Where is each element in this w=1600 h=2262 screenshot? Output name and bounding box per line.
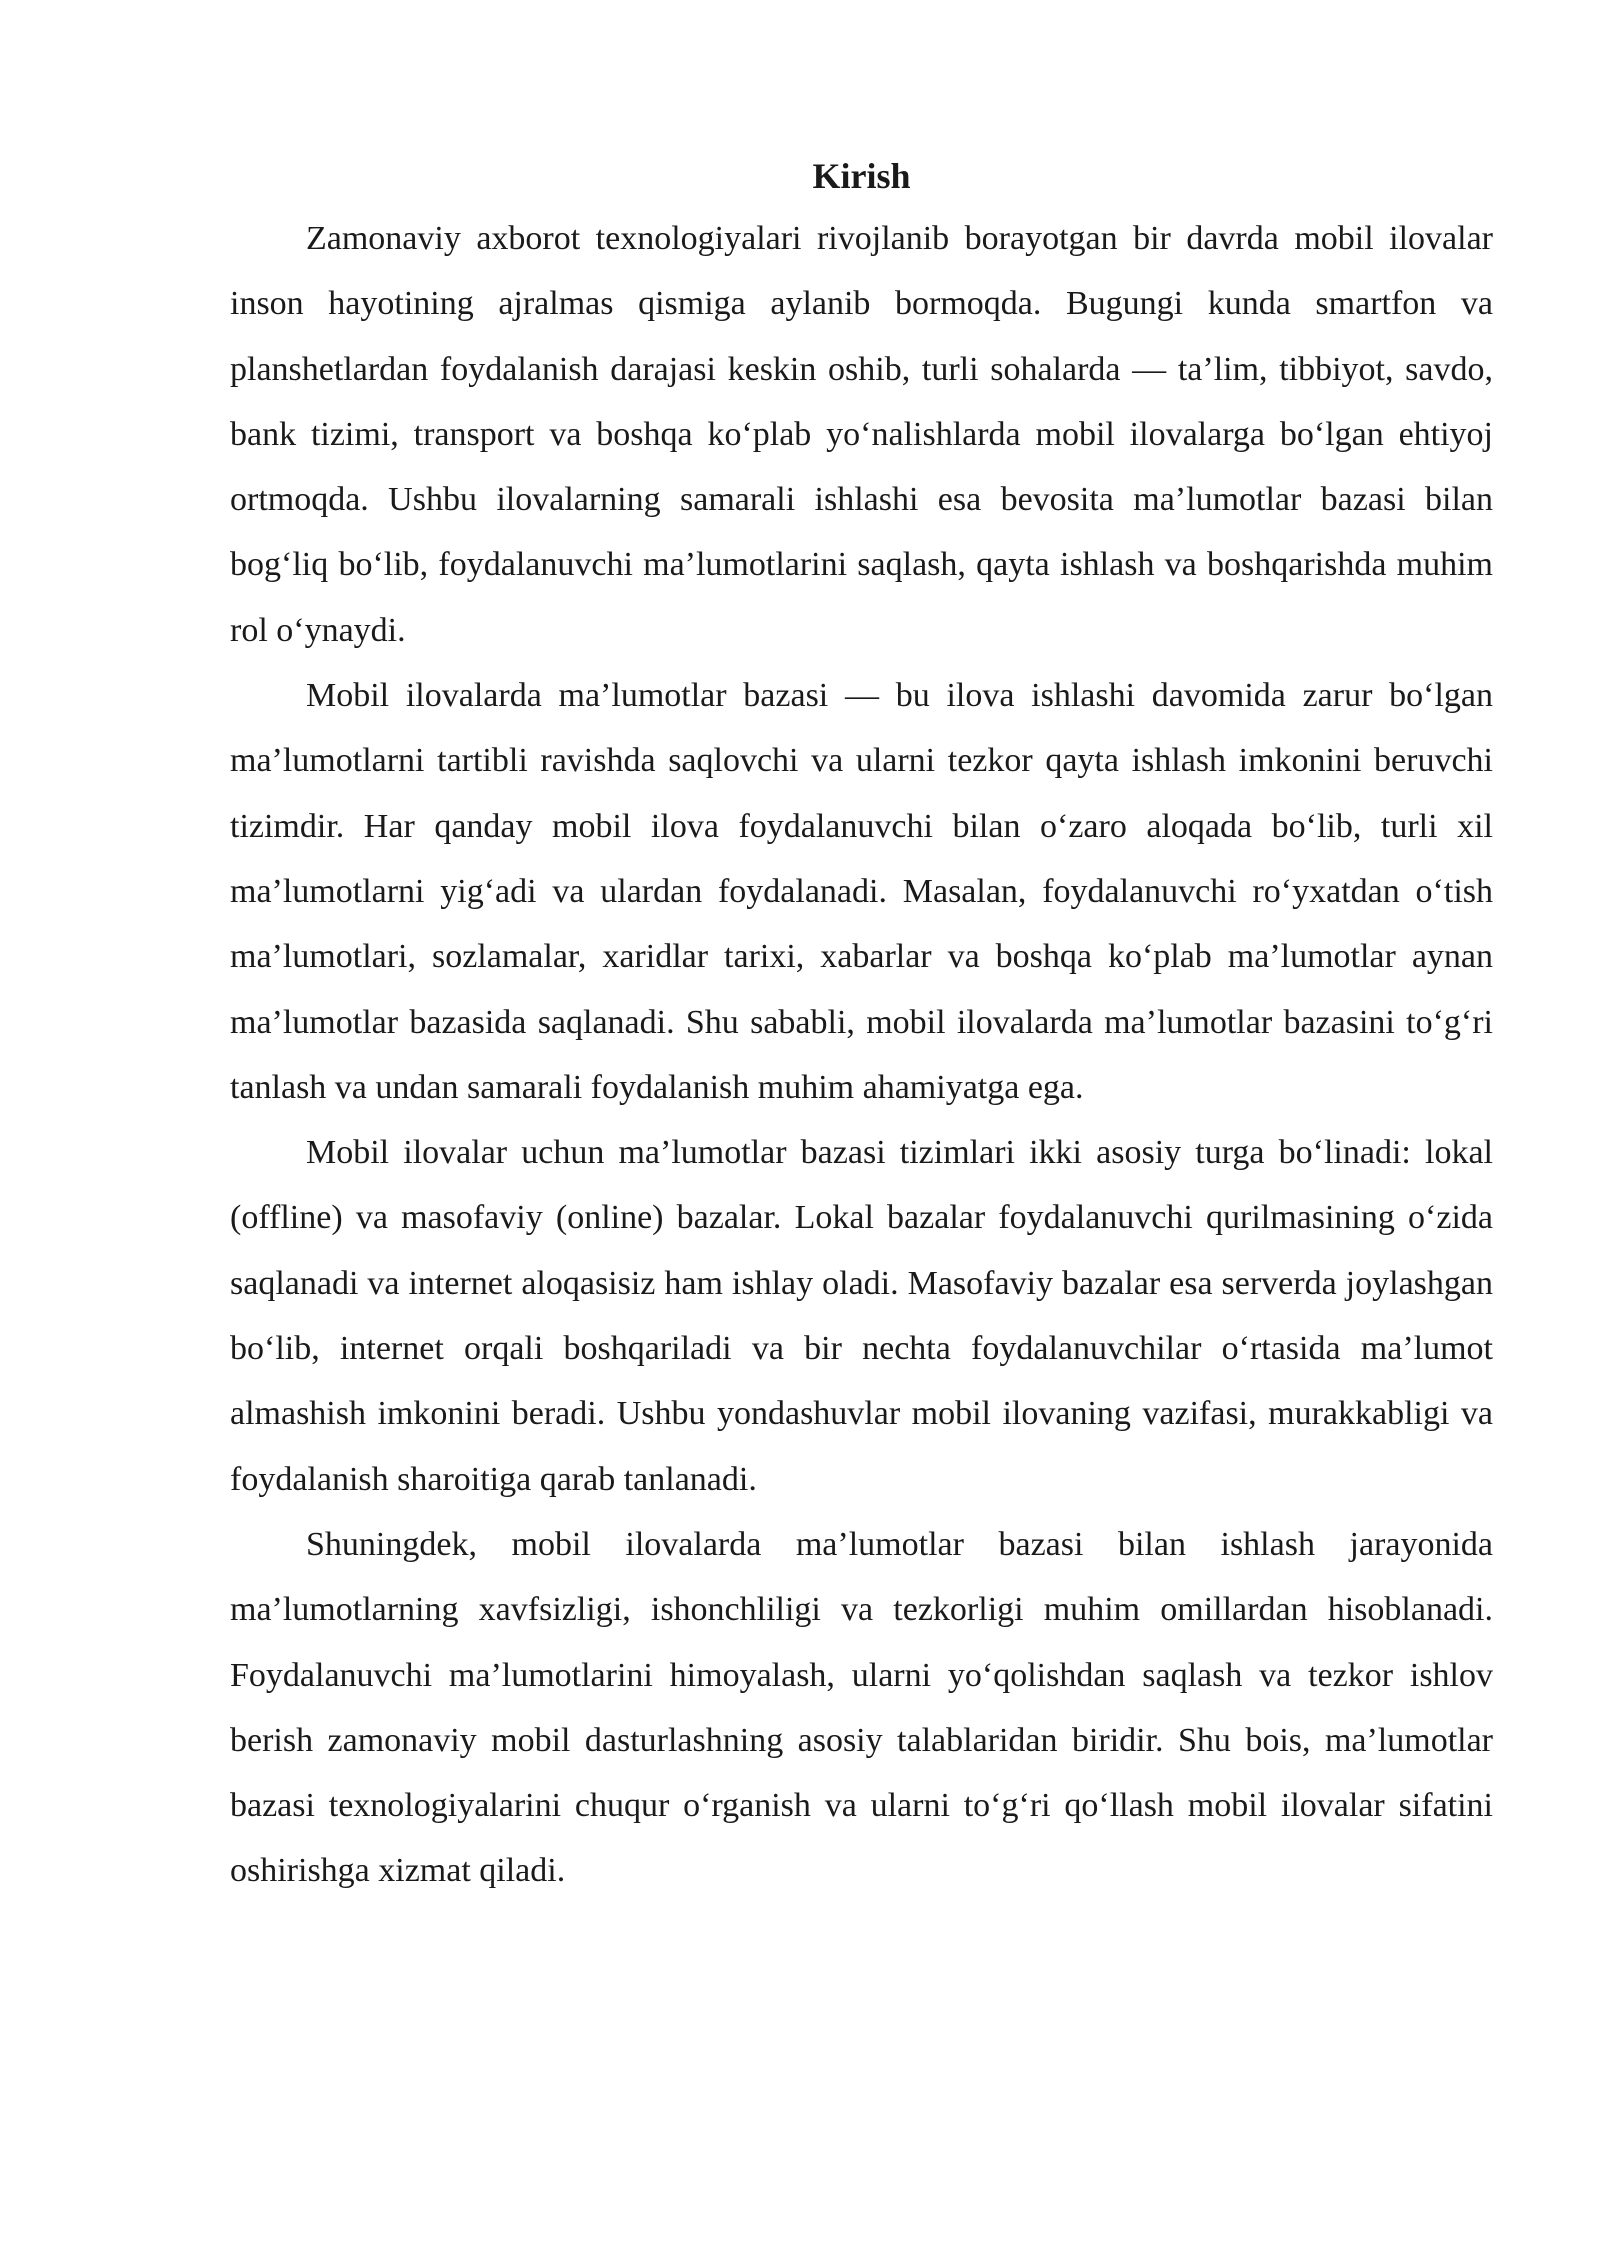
paragraph-1: Zamonaviy axborot texnologiyalari rivojlanib borayotgan bir davrda mobil ilovalar inson hayotining ajralmas qismiga aylanib bormoqda. Bugungi kunda smartfon va planshetlardan foydalanish darajasi keskin oshib, turli sohalarda — ta’lim, tibbiyot, savdo, bank tizimi, transport va boshqa ko‘plab yo‘nalishlarda mobil ilovalarga bo‘lgan ehtiyoj ortmoqda. Ushbu ilovalarning samarali ishlashi esa bevosita ma’lumotlar bazasi bilan bog‘liq bo‘lib, foydalanuvchi ma’lumotlarini saqlash, qayta ishlash va boshqarishda muhim rol o‘ynaydi. — [230, 220, 1493, 649]
document-page — [230, 150, 1493, 1904]
paragraph-3: Mobil ilovalar uchun ma’lumotlar bazasi tizimlari ikki asosiy turga bo‘linadi: lokal (offline) va masofaviy (online) bazalar. Lokal bazalar foydalanuvchi qurilmasining o‘zida saqlanadi va internet aloqasisiz ham ishlay oladi. Masofaviy bazalar esa serverda joylashgan bo‘lib, internet orqali boshqariladi va bir nechta foydalanuvchilar o‘rtasida ma’lumot almashish imkonini beradi. Ushbu yondashuvlar mobil ilovaning vazifasi, murakkabligi va foydalanish sharoitiga qarab tanlanadi. — [230, 1134, 1493, 1498]
paragraph-4: Shuningdek, mobil ilovalarda ma’lumotlar bazasi bilan ishlash jarayonida ma’lumotlarning xavfsizligi, ishonchliligi va tezkorligi muhim omillardan hisoblanadi. Foydalanuvchi ma’lumotlarini himoyalash, ularni yo‘qolishdan saqlash va tezkor ishlov berish zamonaviy mobil dasturlashning asosiy talablaridan biridir. Shu bois, ma’lumotlar bazasi texnologiyalarini chuqur o‘rganish va ularni to‘g‘ri qo‘llash mobil ilovalar sifatini oshirishga xizmat qiladi. — [230, 1525, 1493, 1890]
page-title: Kirish — [812, 156, 911, 196]
paragraph-2: Mobil ilovalarda ma’lumotlar bazasi — bu ilova ishlashi davomida zarur bo‘lgan ma’lumotlarni tartibli ravishda saqlovchi va ularni tezkor qayta ishlash imkonini beruvchi tizimdir. Har qanday mobil ilova foydalanuvchi bilan o‘zaro aloqada bo‘lib, turli xil ma’lumotlarni yig‘adi va ulardan foydalanadi. Masalan, foydalanuvchi ro‘yxatdan o‘tish ma’lumotlari, sozlamalar, xaridlar tarixi, xabarlar va boshqa ko‘plab ma’lumotlar aynan ma’lumotlar bazasida saqlanadi. Shu sababli, mobil ilovalarda ma’lumotlar bazasini to‘g‘ri tanlash va undan samarali foydalanish muhim ahamiyatga ega. — [230, 677, 1493, 1106]
